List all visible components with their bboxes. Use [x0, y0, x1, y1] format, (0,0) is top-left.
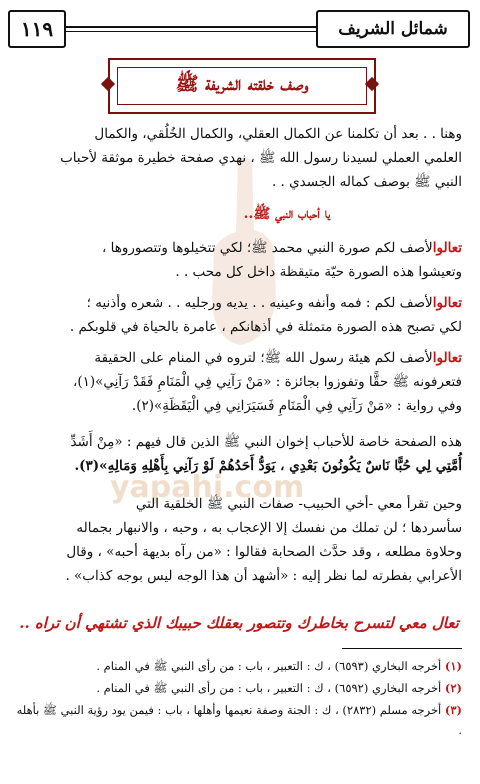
footnote: [16, 656, 462, 676]
footnote-number: (٢): [444, 681, 462, 695]
para1-line-1: [16, 238, 462, 259]
para4-line-2: أُمَّتِي لِي حُبًّا نَاسٌ يَكُونُونَ بَعْدِي ، يَوَدُّ أَحَدُهُمْ لَوْ رَآنِي بِأَهْلِهِ وَمَالِهِ»(٣).: [74, 458, 462, 474]
book-title: شمائل الشريف: [316, 10, 470, 48]
para2-line-2: لكي تصبح هذه الصورة متمثلة في أذهانكم ، عامرة بالحياة في قلوبكم .: [69, 319, 462, 335]
running-header: [8, 10, 470, 48]
para2-lead: تعالوا: [432, 295, 462, 311]
para3-lead: تعالوا: [432, 350, 462, 366]
para2-line-1: [16, 293, 462, 314]
para5-line-2: سأسردها ؛ لن تملك من نفسك إلا الإعجاب به ، وحبه ، والانبهار بجماله: [76, 520, 462, 536]
footnote: [16, 678, 462, 698]
para3-text: لأصف لكم هيئة رسول الله ﷺ؛ لتروه في المنام على الحقيقة: [94, 350, 433, 366]
footnote-text: أخرجه مسلم (٢٨٣٢) ، ك : الجنة وصفة نعيمها وأهلها ، باب : فيمن يود رؤية النبي ﷺ بأهله .: [16, 703, 462, 737]
closing-invitation: تعال معي لتسرح بخاطرك وتتصور بعقلك حبيبك الذي تشتهي أن تراه ..: [19, 614, 459, 632]
intro-line-3: النبي ﷺ بوصف كماله الجسدي . .: [271, 174, 462, 190]
para1-lead: تعالوا: [432, 240, 462, 256]
para5-line-3: وحلاوة مطلعه ، وقد حدَّث الصحابة فقالوا : «من رآه بديهة أحبه» ، وقال: [66, 544, 462, 560]
header-rule: [66, 26, 316, 28]
para2-text: لأصف لكم : فمه وأنفه وعينيه . . يديه ورجليه . . شعره وأذنيه ؛: [86, 295, 433, 311]
footnote-text: أخرجه البخاري (٦٥٩٣) ، ك : التعبير ، باب : من رأى النبي ﷺ في المنام .: [96, 659, 442, 673]
para1-line-2: وتعيشوا هذه الصورة حيّة متيقظة داخل كل محب . .: [175, 264, 462, 280]
header-rule-thin: [66, 31, 316, 32]
footnote-text: أخرجه البخاري (٦٥٩٢) ، ك : التعبير ، باب : من رأى النبي ﷺ في المنام .: [96, 681, 442, 695]
footnote-number: (١): [444, 659, 462, 673]
section-title: وصف خلقته الشريفة ﷺ: [117, 67, 367, 105]
page-number: ١١٩: [8, 10, 66, 48]
watermark-text: yapahi.com: [110, 470, 305, 505]
para3-line-2: فتعرفونه ﷺ حقًّا وتفوزوا بجائزة : «مَنْ رَآنِي فِي الْمَنَامِ فَقَدْ رَآنِي»(١)،: [72, 374, 462, 390]
footnote: [16, 700, 462, 740]
intro-line-2: العلمي العملي لسيدنا رسول الله ﷺ ، نهدي صفحة خطيرة موثقة لأحباب: [60, 150, 462, 166]
para5-line-1: وحين تقرأ معي -أخي الحبيب- صفات النبي ﷺ الخلقية التي: [135, 496, 462, 512]
para3-line-1: [16, 348, 462, 369]
intro-line-1: وهنا . . بعد أن تكلمنا عن الكمال العقلي، والكمال الخُلُقي، والكمال: [94, 126, 462, 142]
section-title-frame: [108, 58, 376, 114]
subheading: يا أحباب النبي ﷺ..: [243, 206, 330, 222]
para4-line-1: هذه الصفحة خاصة للأحباب إخوان النبي ﷺ الذين قال فيهم : «مِنْ أَشَدِّ: [70, 434, 462, 450]
footnote-number: (٣): [444, 703, 462, 717]
para3-line-3: وفي رواية : «مَنْ رَآنِي فِي الْمَنَامِ فَسَيَرَانِي فِي الْيَقَظَةِ»(٢).: [131, 398, 462, 414]
para5-line-4: الأعرابي بفطرته لما نظر إليه : «أشهد أن هذا الوجه ليس بوجه كذاب» .: [65, 568, 462, 584]
footnote-rule: [342, 648, 462, 649]
para1-text: لأصف لكم صورة النبي محمد ﷺ؛ لكي تتخيلوها وتتصوروها ،: [101, 240, 433, 256]
